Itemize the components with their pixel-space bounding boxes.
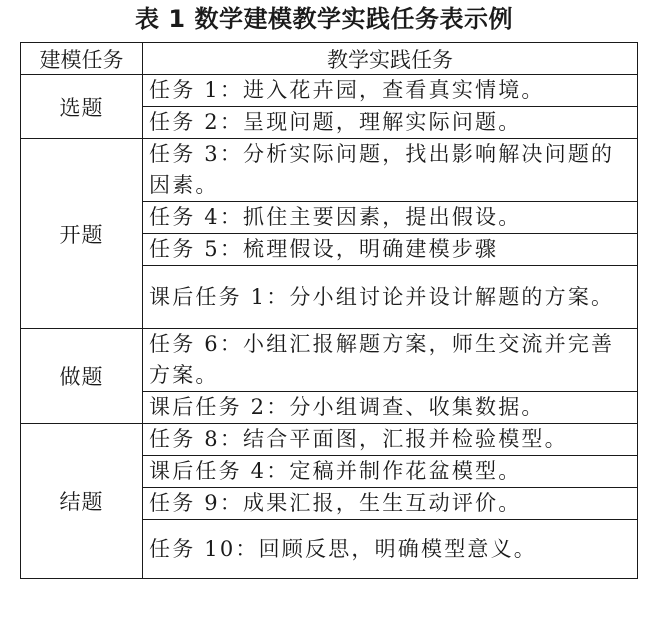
table-title: 表 1 数学建模教学实践任务表示例 <box>135 5 513 33</box>
table-header-row <box>21 43 638 75</box>
task-cell: 任务 4：抓住主要因素，提出假设。 <box>143 202 638 234</box>
phase-cell-working: 做题 <box>21 329 143 424</box>
phase-cell-opening: 开题 <box>21 139 143 329</box>
task-cell: 课后任务 4：定稿并制作花盆模型。 <box>143 456 638 488</box>
task-cell: 任务 9：成果汇报，生生互动评价。 <box>143 488 638 520</box>
header-modeling-task: 建模任务 <box>21 43 143 75</box>
task-cell: 课后任务 1：分小组讨论并设计解题的方案。 <box>143 266 638 329</box>
task-cell: 课后任务 2：分小组调查、收集数据。 <box>143 392 638 424</box>
phase-cell-topic-selection: 选题 <box>21 75 143 139</box>
teaching-task-table <box>20 42 638 579</box>
phase-cell-conclusion: 结题 <box>21 424 143 579</box>
table-row <box>21 75 638 107</box>
task-cell: 任务 10：回顾反思，明确模型意义。 <box>143 520 638 579</box>
table-row <box>21 139 638 202</box>
task-cell: 任务 3：分析实际问题，找出影响解决问题的因素。 <box>143 139 638 202</box>
table-row <box>21 424 638 456</box>
table-row <box>21 329 638 392</box>
task-cell: 任务 2：呈现问题，理解实际问题。 <box>143 107 638 139</box>
task-cell: 任务 6：小组汇报解题方案，师生交流并完善方案。 <box>143 329 638 392</box>
task-cell: 任务 5：梳理假设，明确建模步骤 <box>143 234 638 266</box>
task-cell: 任务 8：结合平面图，汇报并检验模型。 <box>143 424 638 456</box>
header-teaching-task: 教学实践任务 <box>143 43 638 75</box>
task-cell: 任务 1：进入花卉园，查看真实情境。 <box>143 75 638 107</box>
